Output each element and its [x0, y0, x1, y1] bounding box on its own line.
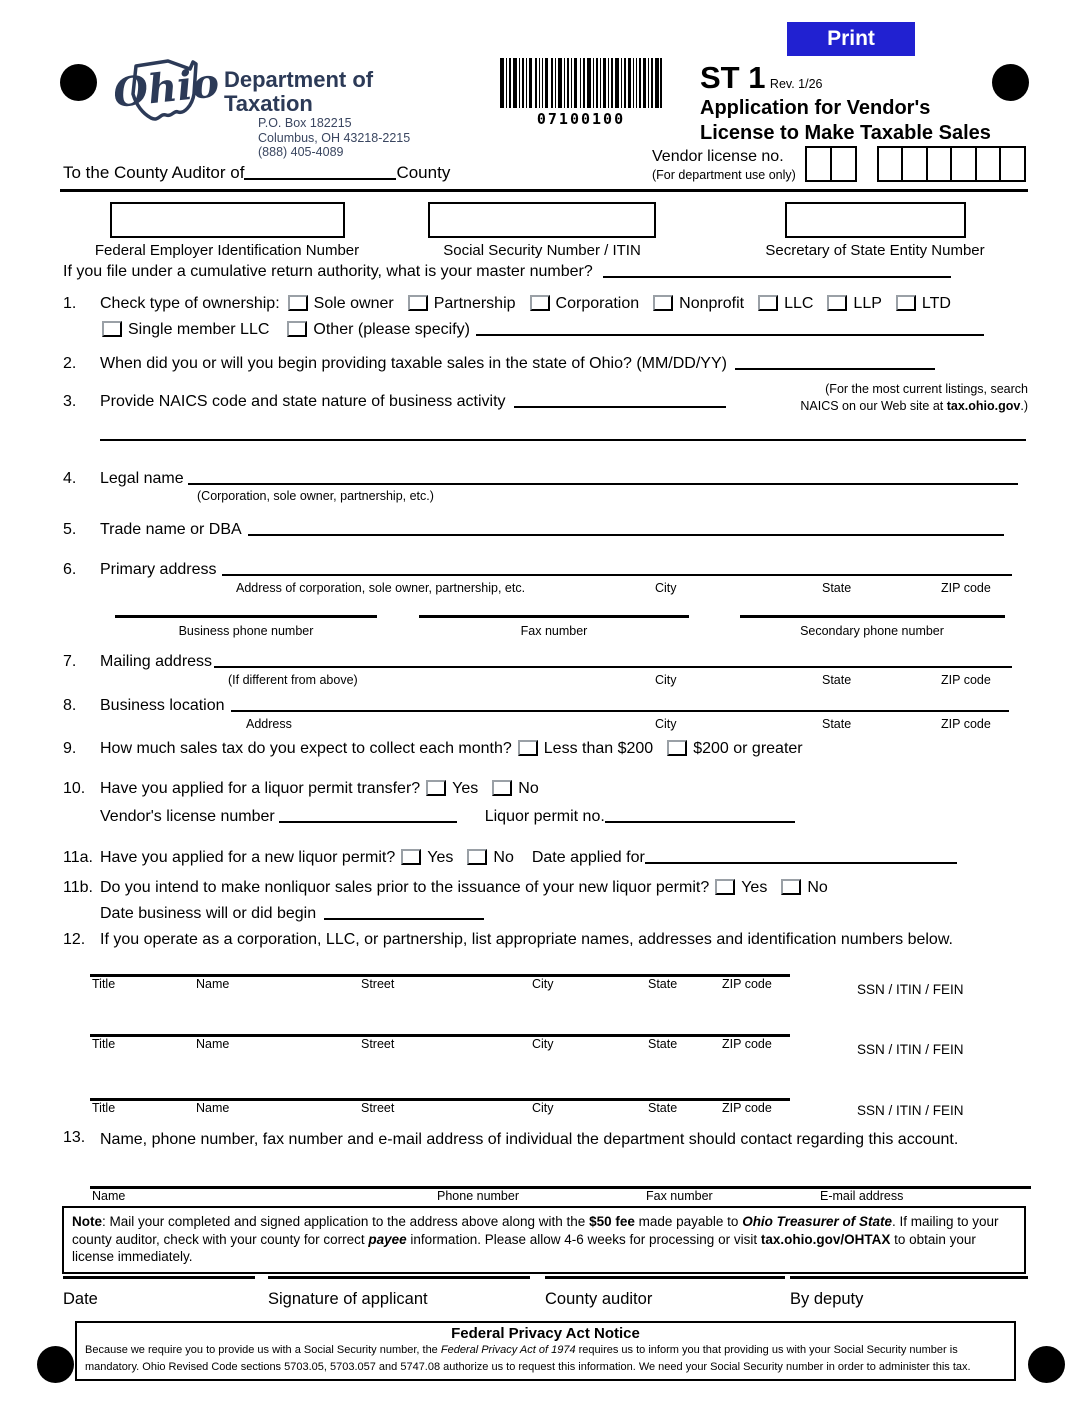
- q10-text: Have you applied for a liquor permit transfer?: [100, 780, 421, 797]
- col-street: Street: [361, 1101, 395, 1115]
- signature-label-county-auditor: County auditor: [545, 1290, 653, 1308]
- q6-sublabel-city: City: [655, 581, 677, 595]
- date-signature-input-line[interactable]: [63, 1276, 255, 1279]
- question-5: [63, 521, 1033, 539]
- question-1-row2: [100, 321, 984, 339]
- q7-sublabel-address: (If different from above): [228, 673, 358, 687]
- signature-label-date: Date: [63, 1290, 98, 1308]
- q9-option-200-or-greater: $200 or greater: [693, 740, 803, 757]
- checkbox-other[interactable]: [287, 321, 307, 337]
- ohio-logo: [106, 54, 218, 143]
- sos-entity-label: Secretary of State Entity Number: [765, 242, 985, 259]
- form-revision: Rev. 1/26: [769, 77, 823, 91]
- q10-number: 10.: [63, 780, 86, 797]
- col-city: City: [532, 1037, 554, 1051]
- col-title: Title: [92, 1037, 116, 1051]
- deputy-signature-input-line[interactable]: [790, 1276, 1028, 1279]
- q11a-yes-label: Yes: [427, 849, 454, 866]
- svg-text:Ohio: Ohio: [111, 59, 218, 117]
- q2-number: 2.: [63, 355, 77, 372]
- checkbox-q10-yes[interactable]: [426, 780, 446, 796]
- question-11b: [63, 879, 1033, 897]
- question-8: [63, 697, 1033, 715]
- checkbox-ltd[interactable]: [896, 295, 916, 311]
- checkbox-q10-no[interactable]: [492, 780, 512, 796]
- form-code: ST 1: [700, 60, 766, 95]
- col-name: Name: [196, 1101, 230, 1115]
- checkbox-partnership[interactable]: [408, 295, 428, 311]
- business-phone-input-line[interactable]: [115, 615, 377, 618]
- vendor-license-box[interactable]: [975, 146, 1002, 182]
- question-11b-row2: [100, 905, 484, 923]
- q6-sublabel-address: Address of corporation, sole owner, partnership, etc.: [236, 581, 526, 595]
- mailing-address-input-line[interactable]: [214, 653, 1012, 668]
- business-location-input-line[interactable]: [231, 697, 1009, 712]
- col-state: State: [648, 1101, 678, 1115]
- address-line3: (888) 405-4089: [258, 145, 344, 159]
- col-city: City: [532, 977, 554, 991]
- q1-option-single-member-llc: Single member LLC: [128, 321, 270, 338]
- secondary-phone-label: Secondary phone number: [800, 624, 944, 638]
- question-10: [63, 780, 1033, 798]
- fein-label: Federal Employer Identification Number: [94, 242, 360, 259]
- vendor-license-box[interactable]: [901, 146, 928, 182]
- q8-label: Business location: [100, 697, 225, 714]
- question-9: [63, 740, 1033, 758]
- vendor-license-box[interactable]: [877, 146, 904, 182]
- cumulative-return-line: [63, 263, 951, 281]
- q9-text: How much sales tax do you expect to collect each month?: [100, 740, 512, 757]
- trade-name-input-line[interactable]: [248, 521, 1004, 536]
- q6-sublabel-state: State: [822, 581, 852, 595]
- col-state: State: [648, 977, 678, 991]
- auditor-suffix: County: [396, 163, 451, 182]
- liquor-permit-number-input-line[interactable]: [605, 808, 795, 823]
- print-button[interactable]: Print: [787, 22, 915, 56]
- barcode-bars-icon: [500, 58, 662, 108]
- q12-text: If you operate as a corporation, LLC, or partnership, list appropriate names, addresses and identification numbers below.: [100, 931, 953, 948]
- col-street: Street: [361, 1037, 395, 1051]
- q1-option-sole-owner: Sole owner: [313, 295, 394, 312]
- county-auditor-line: [63, 163, 450, 183]
- q11a-text: Have you applied for a new liquor permit?: [100, 849, 396, 866]
- question-13: [63, 1129, 1033, 1151]
- master-number-input-line[interactable]: [603, 263, 951, 278]
- question-7: [63, 653, 1033, 671]
- col-state: State: [648, 1037, 678, 1051]
- address-line2: Columbus, OH 43218-2215: [258, 130, 411, 145]
- q1-label: Check type of ownership:: [100, 295, 280, 312]
- q1-option-partnership: Partnership: [433, 295, 516, 312]
- checkbox-q11b-yes[interactable]: [715, 879, 735, 895]
- q9-number: 9.: [63, 740, 77, 757]
- q5-number: 5.: [63, 521, 77, 538]
- officer-row: [90, 1034, 1031, 1055]
- col-name: Name: [196, 1037, 230, 1051]
- applicant-signature-input-line[interactable]: [268, 1276, 530, 1279]
- naics-note: [780, 381, 1028, 415]
- q3-text: Provide NAICS code and state nature of business activity: [100, 393, 506, 410]
- question-4: [63, 470, 1033, 488]
- q6-label: Primary address: [100, 561, 217, 578]
- begin-date-input-line[interactable]: [735, 355, 935, 370]
- q3-number: 3.: [63, 393, 77, 410]
- department-name-line2: Taxation: [224, 91, 313, 116]
- vendor-license-box[interactable]: [926, 146, 953, 182]
- contact-col-email: E-mail address: [820, 1189, 904, 1203]
- q8-sublabel-zip: ZIP code: [941, 717, 991, 731]
- question-10-row2: [100, 808, 795, 826]
- question-12: [63, 931, 1033, 949]
- vendor-license-boxes[interactable]: [805, 146, 1026, 182]
- address-line1: P.O. Box 182215: [258, 116, 352, 130]
- naics-note-line1: (For the most current listings, search: [825, 382, 1028, 396]
- ssn-itin-input-box[interactable]: [428, 202, 656, 238]
- col-street: Street: [361, 977, 395, 991]
- checkbox-200-or-greater[interactable]: [667, 740, 687, 756]
- q4-sublabel: (Corporation, sole owner, partnership, etc.): [197, 489, 434, 503]
- privacy-notice-body: Because we require you to provide us with a Social Security number, the Federal Privacy Act of 1974 requires us to inform you that providing us with your Social Security number is mandatory. Ohio Revised Code sections 5703.05, 5703.057 and 5747.08 authorize us to request this information. We need your Social Security number in order to administer this tax.: [85, 1344, 971, 1373]
- q7-sublabel-zip: ZIP code: [941, 673, 991, 687]
- q8-sublabel-state: State: [822, 717, 852, 731]
- naics-note-line2: NAICS on our Web site at tax.ohio.gov.): [800, 399, 1028, 413]
- checkbox-single-member-llc[interactable]: [102, 321, 122, 337]
- naics-continuation-line[interactable]: [100, 426, 1026, 441]
- primary-address-input-line[interactable]: [222, 561, 1012, 576]
- question-2: [63, 355, 1033, 373]
- vendor-license-sub: (For department use only): [652, 168, 796, 182]
- sos-entity-input-box[interactable]: [785, 202, 966, 238]
- q1-option-llp: LLP: [853, 295, 882, 312]
- q1-option-corporation: Corporation: [555, 295, 640, 312]
- col-title: Title: [92, 1101, 116, 1115]
- ohio-state-outline-icon: [106, 54, 218, 138]
- contact-col-name: Name: [92, 1189, 126, 1203]
- department-address: [258, 116, 410, 160]
- q13-number: 13.: [63, 1129, 86, 1146]
- question-6: [63, 561, 1033, 579]
- cumulative-return-text: If you file under a cumulative return authority, what is your master number?: [63, 263, 593, 280]
- vendor-license-box[interactable]: [950, 146, 977, 182]
- col-zip: ZIP code: [722, 1101, 772, 1115]
- fax-number-label: Fax number: [520, 624, 588, 638]
- q4-number: 4.: [63, 470, 77, 487]
- vendor-license-label: Vendor license no.: [652, 148, 784, 165]
- business-phone-label: Business phone number: [178, 624, 314, 638]
- q10-yes-label: Yes: [452, 780, 479, 797]
- registration-dot-bottom-left: [37, 1346, 74, 1383]
- officer-row: [90, 1098, 1031, 1119]
- privacy-notice-title: Federal Privacy Act Notice: [451, 1325, 640, 1342]
- vendor-license-number-input-line[interactable]: [279, 808, 457, 823]
- vendor-license-box[interactable]: [830, 146, 857, 182]
- q10-vendor-license-label: Vendor's license number: [100, 808, 275, 825]
- q1-option-nonprofit: Nonprofit: [679, 295, 745, 312]
- q2-text: When did you or will you begin providing taxable sales in the state of Ohio? (MM/DD/YY): [100, 355, 727, 372]
- checkbox-q11a-yes[interactable]: [401, 849, 421, 865]
- fein-input-box[interactable]: [110, 202, 345, 238]
- col-title: Title: [92, 977, 116, 991]
- q11a-date-label: Date applied for: [531, 849, 645, 866]
- q11b-no-label: No: [807, 879, 828, 896]
- q8-number: 8.: [63, 697, 77, 714]
- fax-number-input-line[interactable]: [419, 615, 689, 618]
- checkbox-llc[interactable]: [758, 295, 778, 311]
- col-zip: ZIP code: [722, 977, 772, 991]
- auditor-prefix: To the County Auditor of: [63, 163, 245, 182]
- q1-number: 1.: [63, 295, 77, 312]
- q13-text: Name, phone number, fax number and e-mail address of individual the department should contact regarding this account.: [100, 1131, 959, 1148]
- contact-col-fax: Fax number: [646, 1189, 713, 1203]
- form-title-line1: Application for Vendor's: [700, 97, 931, 119]
- checkbox-q11b-no[interactable]: [781, 879, 801, 895]
- q7-sublabel-state: State: [822, 673, 852, 687]
- legal-name-input-line[interactable]: [188, 470, 1018, 485]
- secondary-phone-input-line[interactable]: [740, 615, 1005, 618]
- department-name: [224, 68, 373, 116]
- q11b-number: 11b.: [63, 879, 93, 896]
- q12-number: 12.: [63, 931, 86, 948]
- checkbox-q11a-no[interactable]: [467, 849, 487, 865]
- barcode: [500, 58, 662, 128]
- checkbox-nonprofit[interactable]: [653, 295, 673, 311]
- divider-rule: [60, 189, 1028, 192]
- note-box: Note: Mail your completed and signed application to the address above along with the $50 fee made payable to Ohio Treasurer of State. If mailing to your county auditor, check with your county for correct payee information. Please allow 4-6 weeks for processing or visit tax.ohio.gov/OHTAX to obtain your license immediately.: [62, 1206, 1026, 1274]
- q11a-no-label: No: [493, 849, 514, 866]
- col-ssn-itin-fein: SSN / ITIN / FEIN: [857, 1103, 964, 1118]
- privacy-notice-box: [75, 1321, 1016, 1381]
- barcode-number: 07100100: [536, 110, 626, 128]
- checkbox-less-than-200[interactable]: [518, 740, 538, 756]
- q11b-date-label: Date business will or did begin: [100, 905, 317, 922]
- county-auditor-signature-input-line[interactable]: [545, 1276, 785, 1279]
- col-name: Name: [196, 977, 230, 991]
- q11b-yes-label: Yes: [741, 879, 768, 896]
- checkbox-llp[interactable]: [827, 295, 847, 311]
- form-title-line2: License to Make Taxable Sales: [700, 122, 991, 144]
- ssn-itin-label: Social Security Number / ITIN: [443, 242, 641, 259]
- checkbox-corporation[interactable]: [530, 295, 550, 311]
- business-begin-date-input-line[interactable]: [324, 905, 484, 920]
- question-11a: [63, 849, 1033, 867]
- col-ssn-itin-fein: SSN / ITIN / FEIN: [857, 1042, 964, 1057]
- registration-dot-bottom-right: [1028, 1346, 1065, 1383]
- date-applied-input-line[interactable]: [645, 849, 957, 864]
- q8-sublabel-city: City: [655, 717, 677, 731]
- registration-dot-top-left: [60, 64, 97, 101]
- q7-number: 7.: [63, 653, 77, 670]
- contact-col-phone: Phone number: [437, 1189, 520, 1203]
- signature-label-applicant: Signature of applicant: [268, 1290, 428, 1308]
- col-zip: ZIP code: [722, 1037, 772, 1051]
- contact-row: [90, 1186, 1031, 1205]
- q7-label: Mailing address: [100, 653, 213, 670]
- q10-liquor-permit-label: Liquor permit no.: [484, 808, 605, 825]
- officer-row: [90, 974, 1031, 995]
- col-ssn-itin-fein: SSN / ITIN / FEIN: [857, 982, 964, 997]
- q9-option-less-than-200: Less than $200: [543, 740, 654, 757]
- naics-input-line[interactable]: [514, 393, 726, 408]
- q1-other-label: Other (please specify): [313, 321, 470, 338]
- q11b-text: Do you intend to make nonliquor sales prior to the issuance of your new liquor permit?: [100, 879, 710, 896]
- q1-option-llc: LLC: [784, 295, 814, 312]
- q6-number: 6.: [63, 561, 77, 578]
- question-1: [63, 295, 1033, 313]
- signature-label-by-deputy: By deputy: [790, 1290, 864, 1308]
- q4-label: Legal name: [100, 470, 184, 487]
- department-name-line1: Department of: [224, 67, 374, 92]
- vendor-license-box[interactable]: [999, 146, 1026, 182]
- vendor-license-box[interactable]: [805, 146, 832, 182]
- q1-option-ltd: LTD: [921, 295, 951, 312]
- q11a-number: 11a.: [63, 849, 93, 866]
- q5-label: Trade name or DBA: [100, 521, 242, 538]
- q6-sublabel-zip: ZIP code: [941, 581, 991, 595]
- q7-sublabel-city: City: [655, 673, 677, 687]
- q8-sublabel-address: Address: [246, 717, 292, 731]
- other-specify-input-line[interactable]: [476, 321, 984, 336]
- checkbox-sole-owner[interactable]: [288, 295, 308, 311]
- col-city: City: [532, 1101, 554, 1115]
- county-input-line[interactable]: [244, 165, 396, 180]
- q10-no-label: No: [518, 780, 539, 797]
- title-block: [700, 60, 1040, 146]
